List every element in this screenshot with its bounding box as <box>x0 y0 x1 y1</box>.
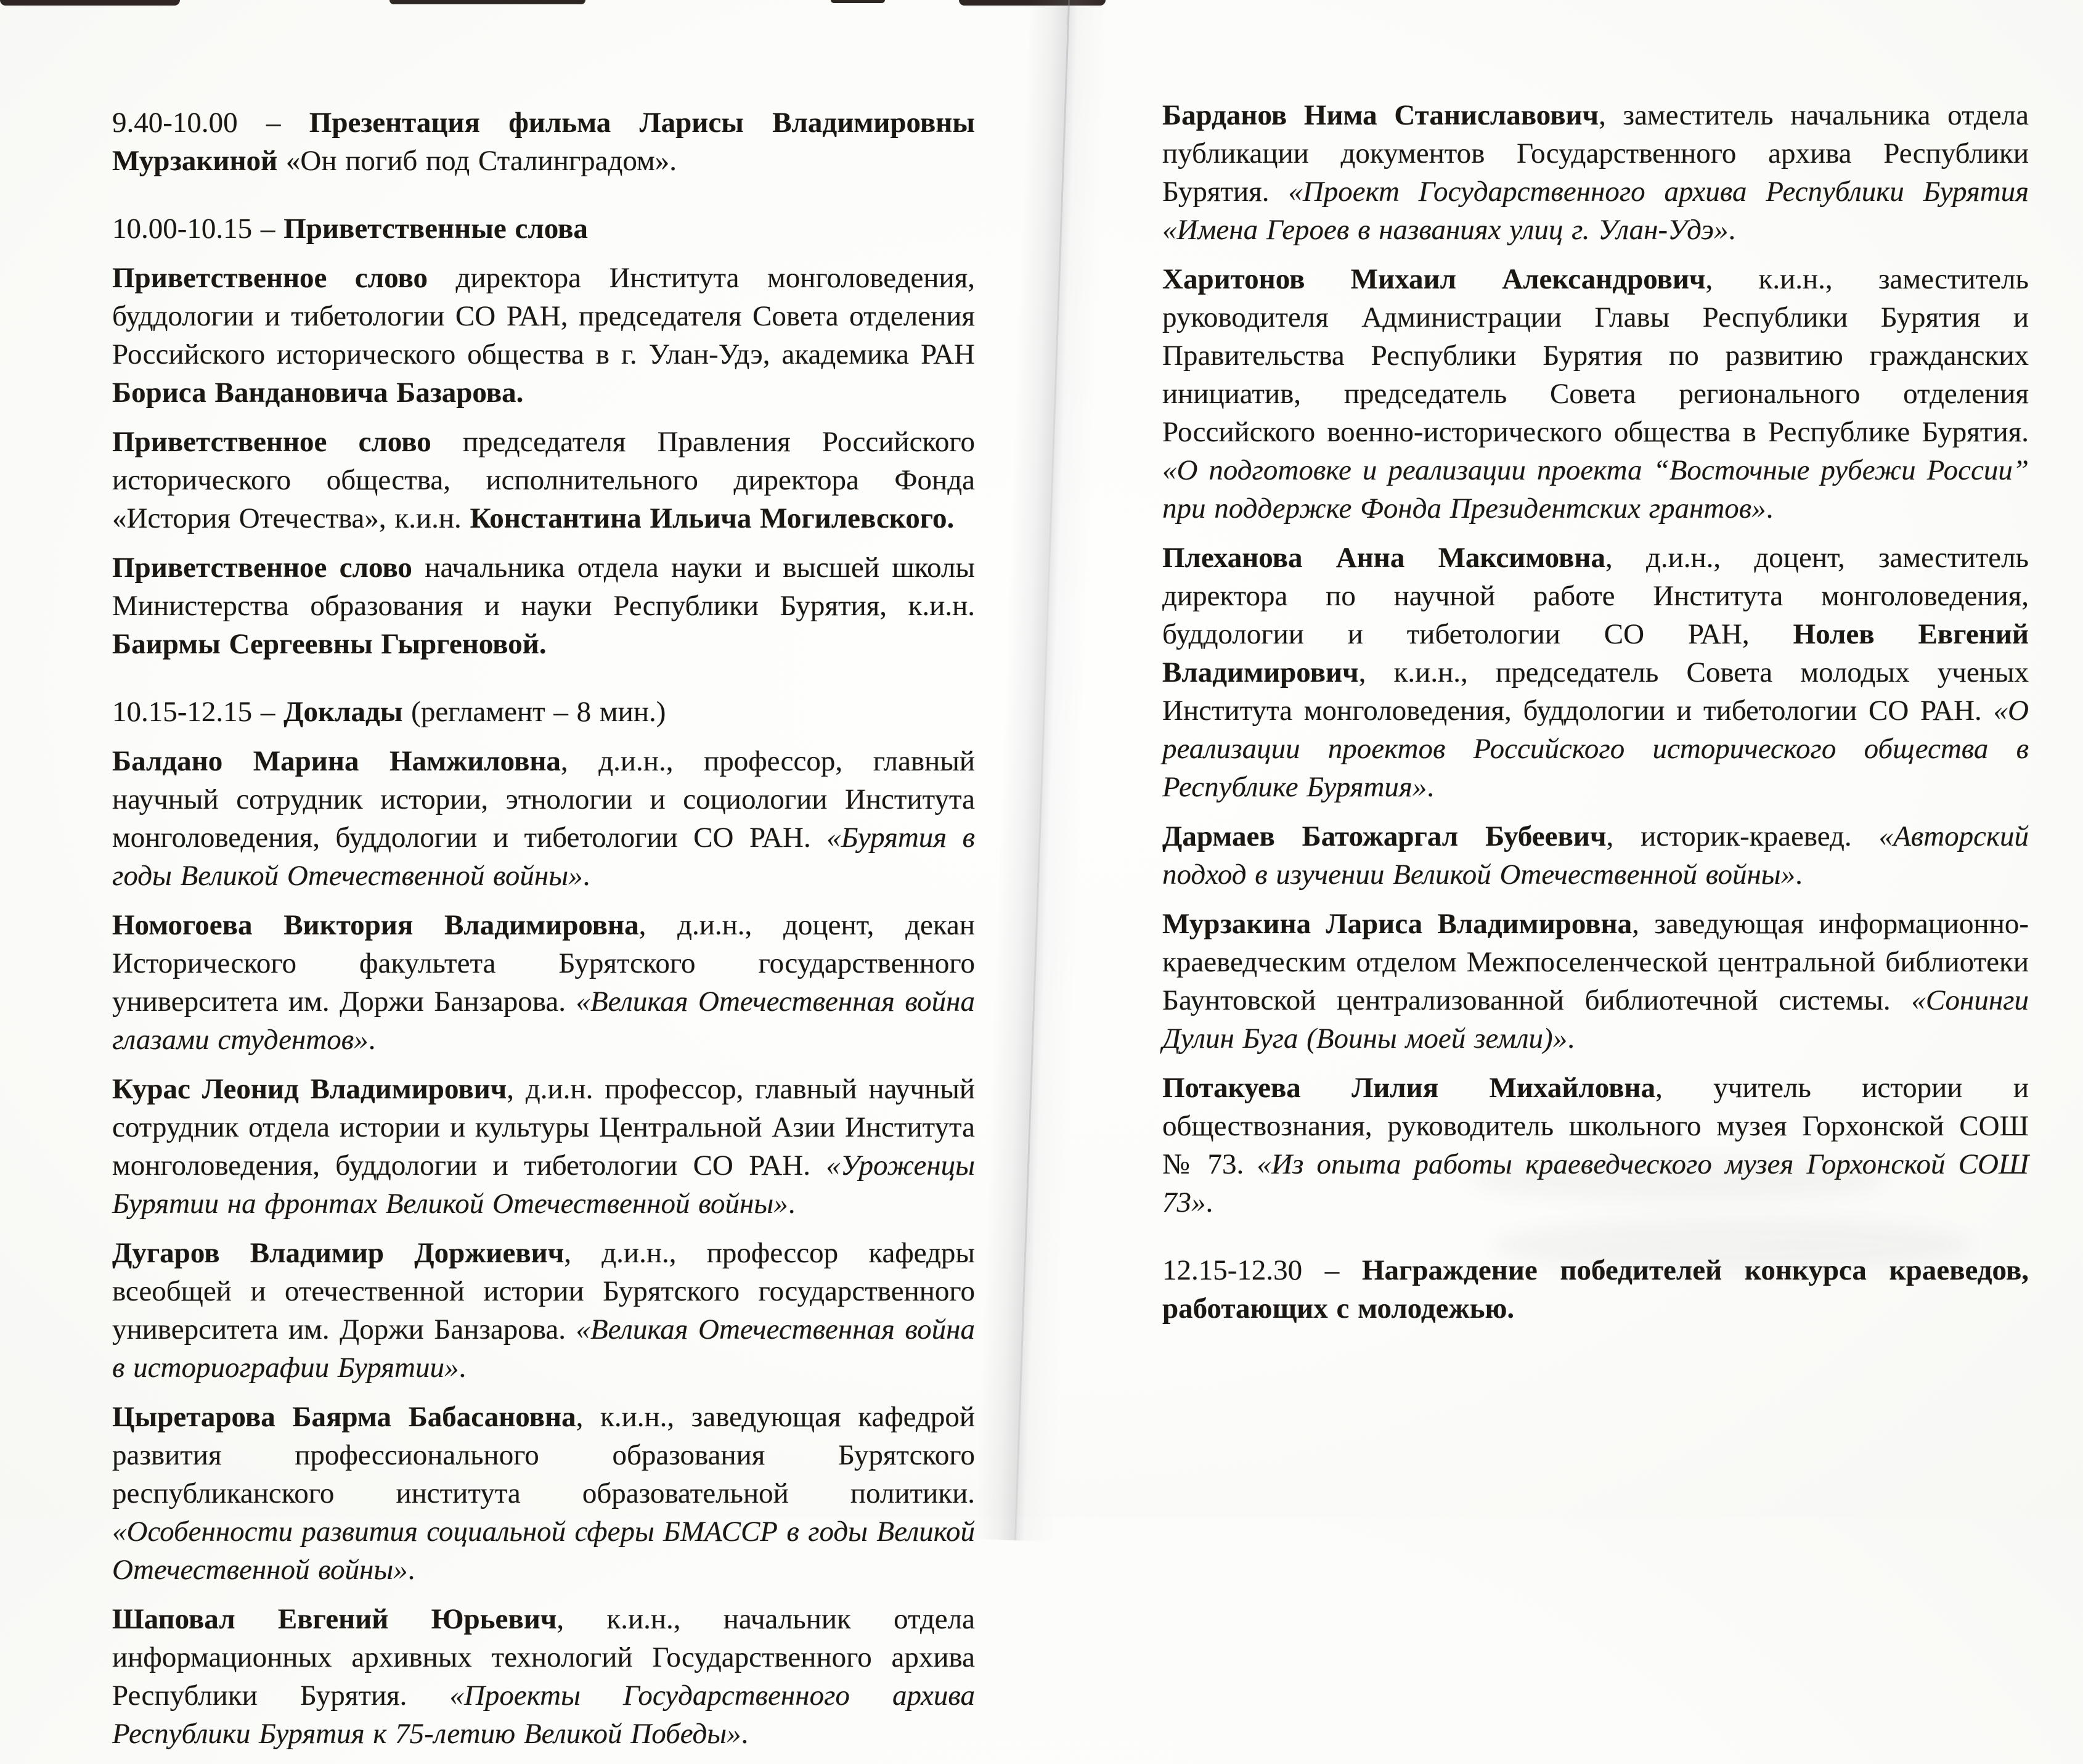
text-run: Дугаров Владимир Доржиевич <box>112 1237 565 1269</box>
text-run: 12.15-12.30 – <box>1162 1254 1362 1286</box>
text-run: «Из опыта работы краеведческого музея Горхонской СОШ 73» <box>1162 1148 2029 1219</box>
reports-header <box>112 693 975 731</box>
text-run: , к.и.н., председатель Совета молодых ученых Института монголоведения, буддологии и тибетологии СО РАН. <box>1162 656 2029 727</box>
text-run: директора Института монголоведения, буддологии и тибетологии СО РАН, председателя Совета отделения Российского исторического общества в г. Улан-Удэ, академика РАН <box>112 262 975 370</box>
text-run: , заместитель начальника отдела публикации документов Государственного архива Республики Бурятия. <box>1162 99 2029 208</box>
talk-dugarov <box>112 1234 975 1387</box>
text-run: Харитонов Михаил Александрович <box>1162 263 1706 295</box>
text-run: . <box>1427 771 1435 803</box>
text-run: . <box>1728 214 1736 246</box>
text-run: Дармаев Батожаргал Бубеевич <box>1162 820 1607 852</box>
text-run: Балдано Марина Намжиловна <box>112 745 561 777</box>
text-run: , д.и.н., профессор кафедры всеобщей и отечественной истории Бурятского государственного университета им. Доржи Банзарова. <box>112 1237 975 1345</box>
text-run: , д.и.н., профессор, главный научный сотрудник истории, этнологии и социологии Института монголоведения, буддологии и тибетологии СО РАН. <box>112 745 976 854</box>
scan-edge-artifact <box>0 0 180 6</box>
text-run: Курас Леонид Владимирович <box>112 1073 507 1105</box>
text-run: Мурзакина Лариса Владимировна <box>1162 908 1633 940</box>
talk-darmaev <box>1162 817 2029 894</box>
talk-nomogoeva <box>112 906 975 1059</box>
text-run: «Особенности развития социальной сферы БМАССР в годы Великой Отечественной войны» <box>112 1516 975 1586</box>
text-run: Презентация фильма Ларисы Владимировны Мурзакиной <box>112 107 975 177</box>
text-run: «Великая Отечественная война глазами студентов» <box>112 986 975 1056</box>
text-run: , заведующая информационно-краеведческим отделом Межпоселенческой центральной библиотеки Баунтовской централизованной библиотечной системы. <box>1162 908 2029 1016</box>
text-run: , учитель истории и обществознания, руководитель школьного музея Горхонской СОШ № 73. <box>1162 1072 2029 1180</box>
text-run: . <box>1766 492 1774 525</box>
text-run: . <box>459 1352 467 1384</box>
text-run: Доклады <box>283 696 403 728</box>
text-run: . <box>788 1188 796 1220</box>
greeting-ministry-item <box>112 549 975 663</box>
text-run: председателя Правления Российского исторического общества, исполнительного директора Фонда «История Отечества», к.и.н. <box>112 426 975 534</box>
text-run: «Великая Отечественная война в историографии Бурятии» <box>112 1313 975 1384</box>
text-run: . <box>582 860 590 892</box>
text-run: Потакуева Лилия Михайловна <box>1162 1072 1656 1104</box>
talk-murzakina <box>1162 905 2029 1058</box>
text-run: «Он погиб под Сталинградом». <box>277 145 677 177</box>
text-run: «Бурятия в годы Великой Отечественной войны» <box>112 822 976 892</box>
text-run: «Уроженцы Бурятии на фронтах Великой Отечественной войны» <box>112 1149 975 1220</box>
text-run: Приветственное слово <box>112 552 412 584</box>
greeting-rio-chairman-item <box>112 423 975 537</box>
text-run: «Авторский подход в изучении Великой Отечественной войны» <box>1162 820 2029 891</box>
text-run: . <box>1205 1186 1213 1219</box>
text-run: , историк-краевед. <box>1606 820 1879 852</box>
text-run: Константина Ильича Могилевского. <box>470 502 955 534</box>
text-run: (регламент – 8 мин.) <box>402 696 666 728</box>
scan-edge-artifact <box>831 0 885 3</box>
text-run: . <box>1567 1023 1575 1055</box>
scan-edge-artifact <box>389 0 585 4</box>
text-run: Нолев Евгений Владимирович <box>1162 618 2029 688</box>
talk-tsyretarova <box>112 1398 975 1589</box>
text-run: Награждение победителей конкурса краеведов, работающих с молодежью. <box>1162 1254 2029 1325</box>
talk-kuras <box>112 1070 975 1223</box>
talk-bardanov <box>1162 96 2029 249</box>
text-run: Приветственные слова <box>283 213 588 245</box>
text-run: 9.40-10.00 – <box>112 107 309 139</box>
talk-shapoval <box>112 1600 975 1753</box>
text-run: , д.и.н., доцент, декан Исторического факультета Бурятского государственного университета им. Доржи Банзарова. <box>112 909 975 1018</box>
text-run: . <box>741 1718 749 1750</box>
text-run: 10.00-10.15 – <box>112 213 284 245</box>
text-run: . <box>368 1024 376 1056</box>
greetings-header <box>112 210 975 248</box>
text-run: , к.и.н., заведующая кафедрой развития профессионального образования Бурятского республиканского института образовательной политики. <box>112 1401 975 1509</box>
text-run: «О подготовке и реализации проекта “Восточные рубежи России” при поддержке Фонда Президентских грантов» <box>1162 454 2029 525</box>
text-run: Номогоева Виктория Владимировна <box>112 909 639 941</box>
talk-plekhanova-nolev <box>1162 539 2029 806</box>
text-run: Плеханова Анна Максимовна <box>1162 542 1605 574</box>
text-run: Бориса Вандановича Базарова. <box>112 377 524 409</box>
awards-item <box>1162 1251 2029 1328</box>
text-run: начальника отдела науки и высшей школы Министерства образования и науки Республики Бурятия, к.и.н. <box>112 552 975 622</box>
text-run: Баирмы Сергеевны Гыргеновой. <box>112 628 547 660</box>
text-run: «Сонинги Дулин Буга (Воины моей земли)» <box>1162 984 2029 1055</box>
talk-baldano <box>112 742 975 895</box>
right-page <box>1162 96 2029 1339</box>
text-run: Цыретарова Баярма Бабасановна <box>112 1401 576 1433</box>
text-run: , д.и.н., доцент, заместитель директора по научной работе Института монголоведения, буддологии и тибетологии СО РАН, <box>1162 542 2029 650</box>
text-run: Приветственное слово <box>112 262 428 294</box>
text-run: Приветственное слово <box>112 426 431 458</box>
text-run: , к.и.н., заместитель руководителя Администрации Главы Республики Бурятия и Правительства Республики Бурятия по развитию гражданских инициатив, председатель Совета регионального отделения Российского военно-исторического общества в Республике Бурятия. <box>1162 263 2029 448</box>
talk-kharitonov <box>1162 260 2029 528</box>
text-run: . <box>407 1554 415 1586</box>
text-run: . <box>1795 859 1803 891</box>
text-run: , к.и.н., начальник отдела информационных архивных технологий Государственного архива Республики Бурятия. <box>112 1603 975 1712</box>
text-run: «О реализации проектов Российского исторического общества в Республике Бурятия» <box>1162 695 2029 803</box>
text-run: Барданов Нима Станиславович <box>1162 99 1599 131</box>
film-presentation-item <box>112 104 975 180</box>
talk-potakueva <box>1162 1069 2029 1222</box>
text-run: 10.15-12.15 – <box>112 696 284 728</box>
text-run: «Проект Государственного архива Республики Бурятия «Имена Героев в названиях улиц г. Улан-Удэ» <box>1162 176 2029 246</box>
greeting-director-item <box>112 259 975 412</box>
text-run: «Проекты Государственного архива Республики Бурятия к 75-летию Великой Победы» <box>112 1680 975 1750</box>
text-run: Шаповал Евгений Юрьевич <box>112 1603 557 1635</box>
left-page <box>112 104 975 1764</box>
text-run: , д.и.н. профессор, главный научный сотрудник отдела истории и культуры Центральной Азии Института монголоведения, буддологии и тибетологии СО РАН. <box>112 1073 975 1182</box>
